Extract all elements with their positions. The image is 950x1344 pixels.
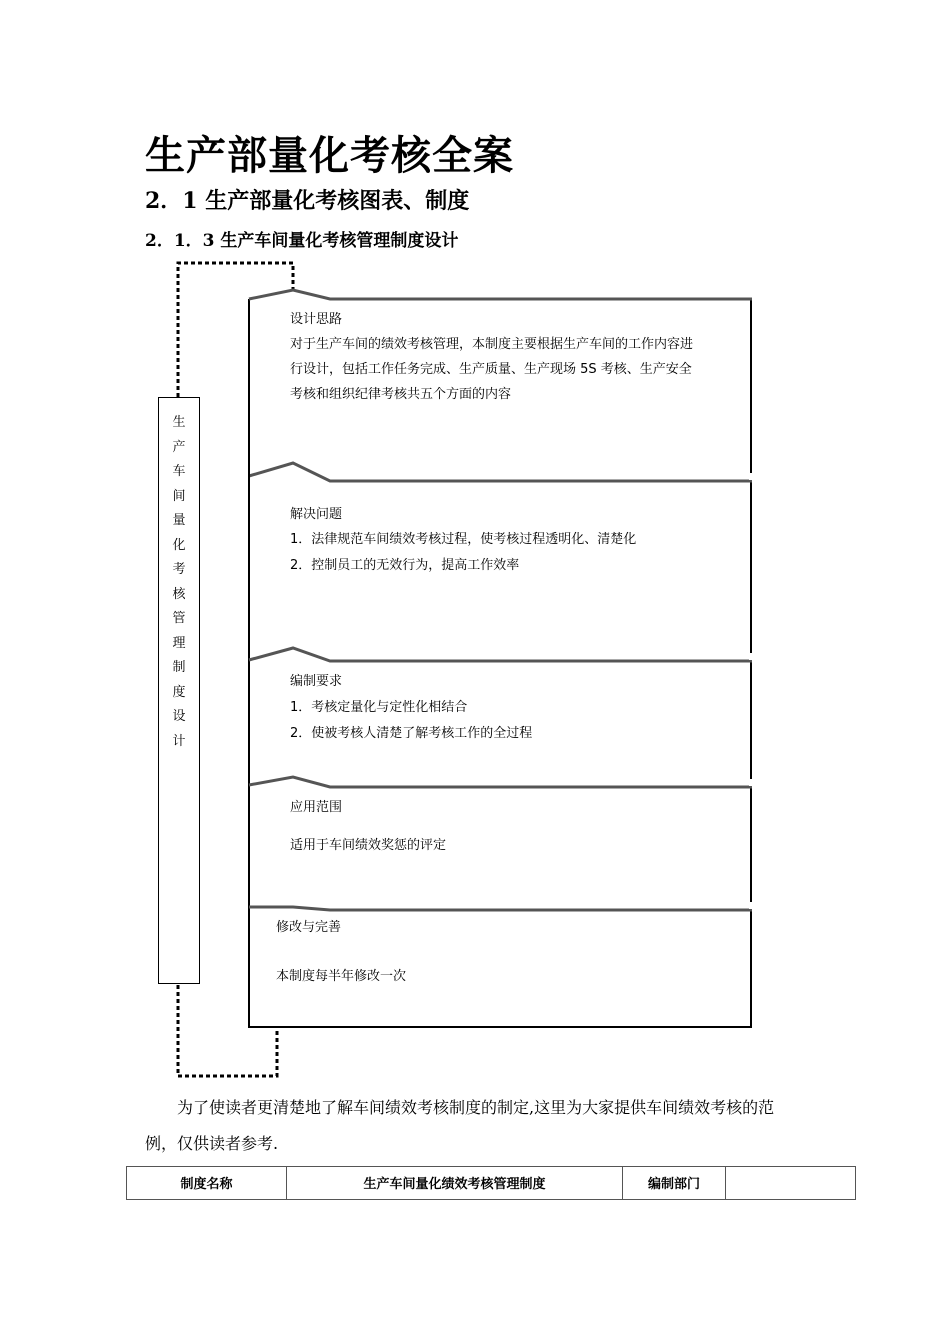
solve-line-1: 1．法律规范车间绩效考核过程，使考核过程透明化、清楚化 <box>290 532 637 547</box>
dashed-connector-top <box>178 263 293 397</box>
intro-paragraph <box>145 1090 835 1162</box>
side-label-box <box>158 397 200 984</box>
section-heading: 2．1 生产部量化考核图表、制度 <box>145 188 470 214</box>
design-line-2: 行设计，包括工作任务完成、生产质量、生产现场 5S 考核、生产安全 <box>290 362 692 377</box>
scope-heading: 应用范围 <box>290 800 343 815</box>
table-cell-dept-value <box>726 1167 856 1200</box>
dashed-connector-bottom <box>178 985 277 1076</box>
divider-scope <box>249 777 752 787</box>
table-row <box>127 1167 856 1200</box>
revise-heading: 修改与完善 <box>276 920 342 935</box>
subsection-heading: 2．1．3 生产车间量化考核管理制度设计 <box>145 231 459 251</box>
divider-require <box>249 648 752 661</box>
divider-revise <box>249 907 752 910</box>
require-line-2: 2．使被考核人清楚了解考核工作的全过程 <box>290 726 533 741</box>
side-label: 生产车间量化考核管理制度设计 <box>172 415 186 749</box>
system-info-table <box>126 1166 856 1200</box>
table-cell-dept-label: 编制部门 <box>623 1167 726 1200</box>
table-cell-name-value: 生产车间量化绩效考核管理制度 <box>287 1167 623 1200</box>
table-cell-name-label: 制度名称 <box>127 1167 287 1200</box>
require-line-1: 1．考核定量化与定性化相结合 <box>290 700 468 715</box>
divider-solve <box>249 463 752 481</box>
paragraph-line-1: 为了使读者更清楚地了解车间绩效考核制度的制定,这里为大家提供车间绩效考核的范 <box>177 1098 775 1117</box>
solve-heading: 解决问题 <box>290 507 343 522</box>
design-heading: 设计思路 <box>290 312 343 327</box>
paragraph-line-2: 例，仅供读者参考. <box>145 1134 279 1153</box>
scope-line-1: 适用于车间绩效奖惩的评定 <box>290 838 447 853</box>
design-line-3: 考核和组织纪律考核共五个方面的内容 <box>290 387 512 402</box>
page-title: 生产部量化考核全案 <box>145 132 514 179</box>
design-line-1: 对于生产车间的绩效考核管理，本制度主要根据生产车间的工作内容进 <box>290 337 694 352</box>
revise-line-1: 本制度每半年修改一次 <box>276 969 407 984</box>
divider-design <box>249 290 752 299</box>
solve-line-2: 2．控制员工的无效行为，提高工作效率 <box>290 558 520 573</box>
require-heading: 编制要求 <box>290 674 343 689</box>
